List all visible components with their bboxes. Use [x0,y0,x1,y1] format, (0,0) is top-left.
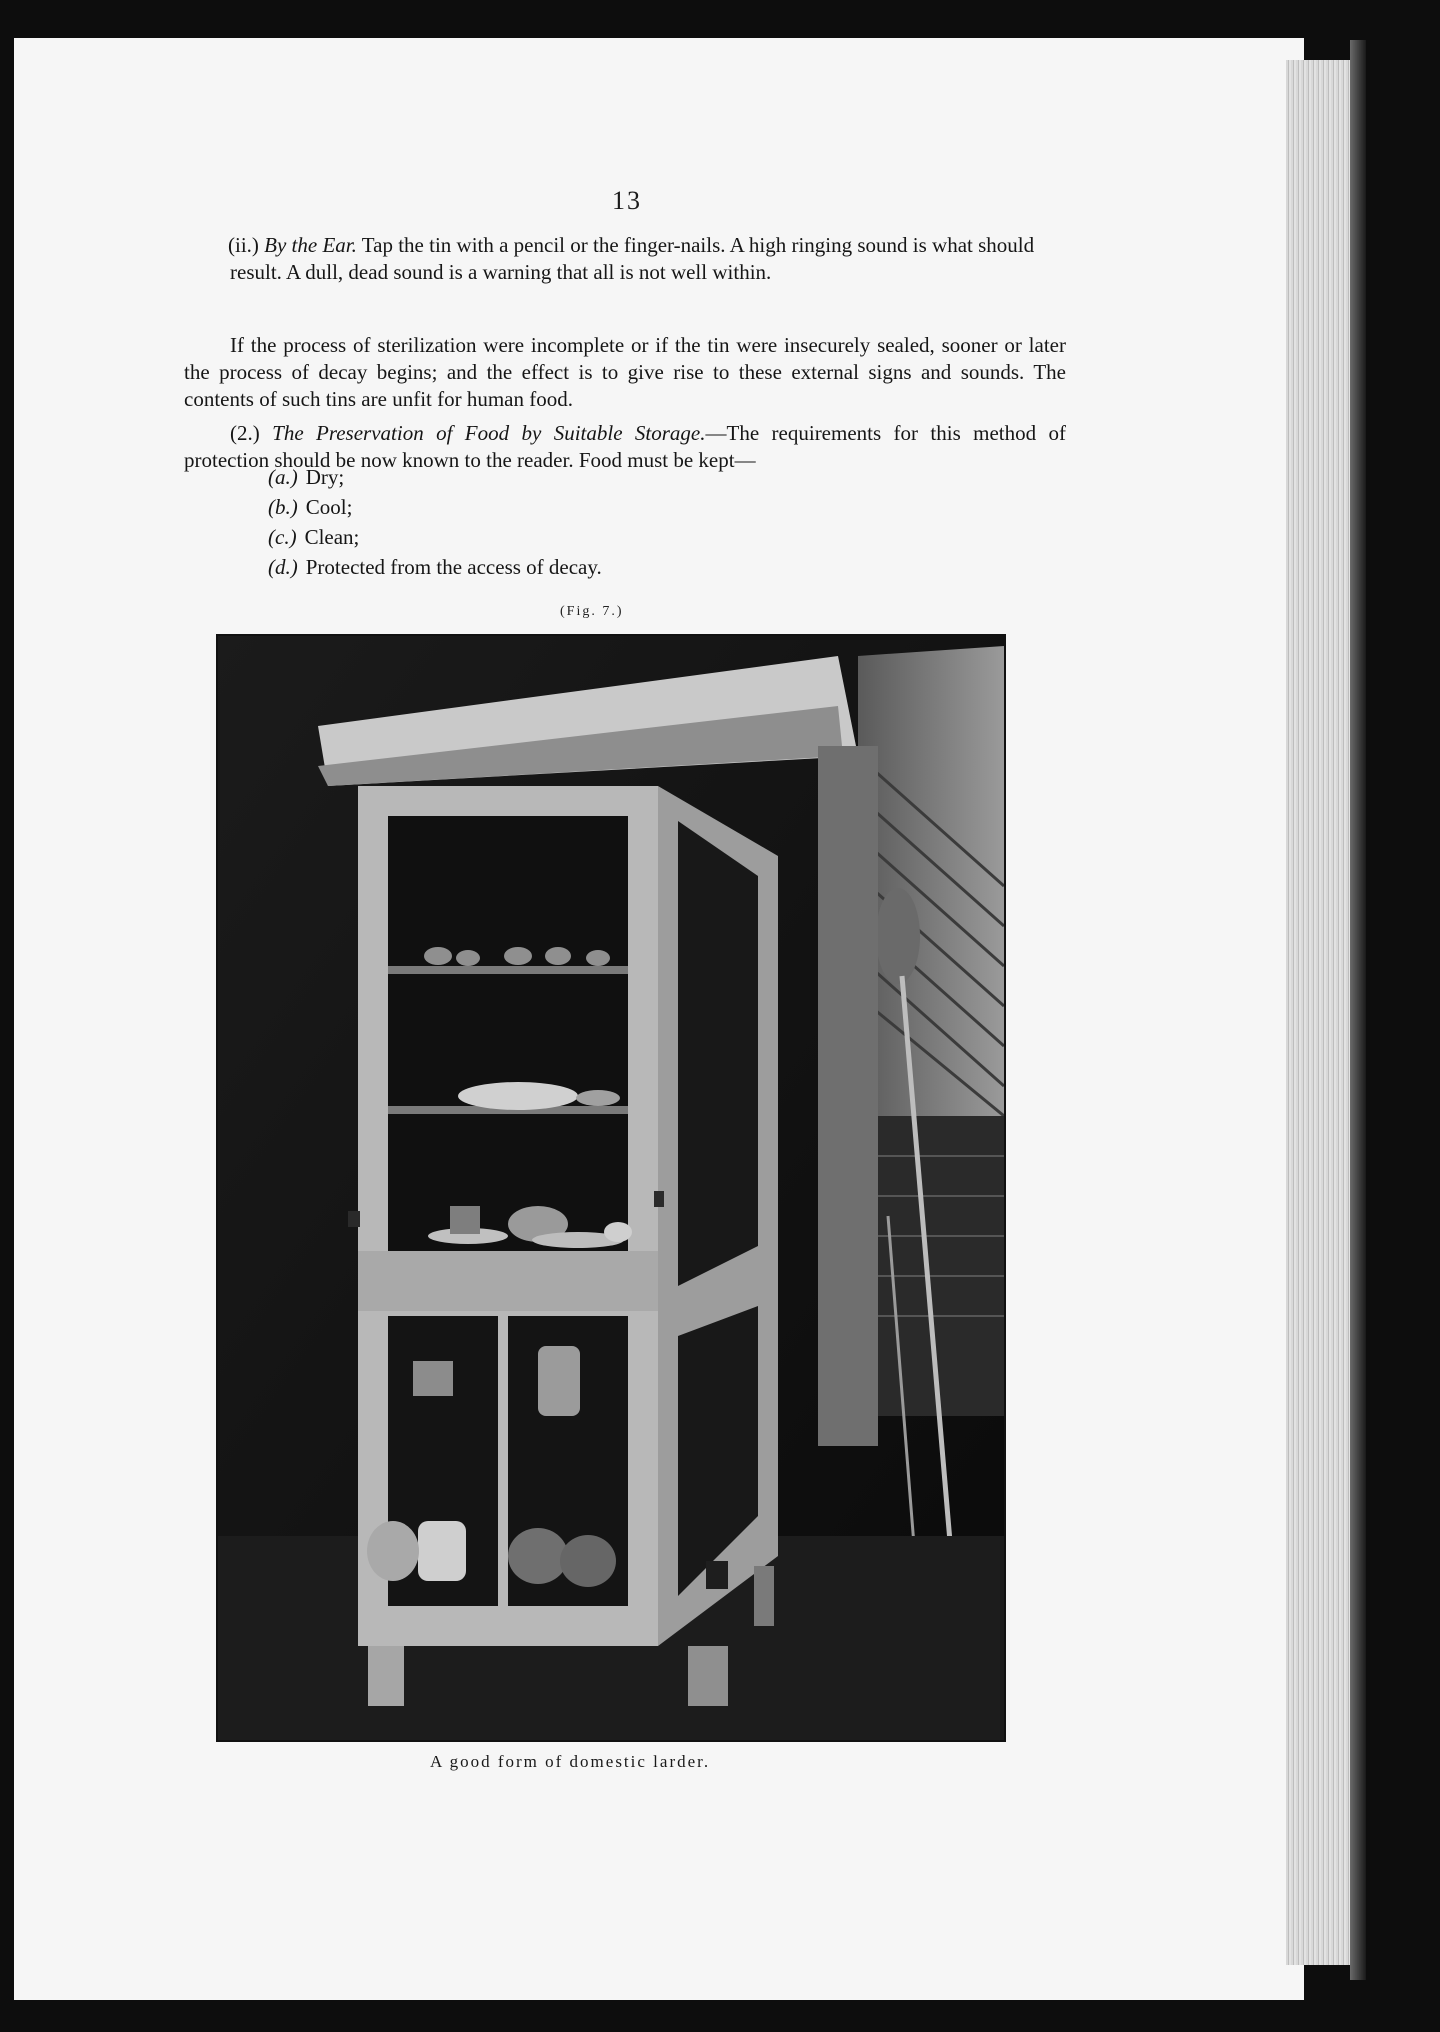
upper-screen-panel [388,816,628,1251]
paragraph-sterilization: If the process of sterilization were incomplete or if the tin were insecurely sealed, sooner or later the process of decay begins; and the effect is to give rise to these external signs and sounds. The contents of such tins are unfit for human food. [184,333,1066,411]
list-item-text: Cool; [305,495,353,519]
book-page-edges [1286,60,1350,1965]
item-label: (ii.) [228,233,259,257]
item-label: (2.) [230,421,260,445]
list-item-label: (c.) [268,525,297,549]
item-heading: By the Ear. [264,233,357,257]
list-item-text: Dry; [305,465,345,489]
jug [538,1346,580,1416]
larder-leg [688,1646,728,1706]
list-item-text: Clean; [304,525,360,549]
larder-illustration [218,636,1004,1740]
crock [418,1521,466,1581]
paragraph-text: —The requirements for this method of protection should be now known to the reader. Food must be kept— [184,421,1067,472]
figure-label: (Fig. 7.) [560,604,624,619]
larder-photograph [216,634,1006,1742]
middle-rail [358,1251,658,1311]
list-item [268,552,968,582]
requirements-list [268,462,968,582]
list-item [268,522,968,552]
list-item-label: (a.) [268,465,298,489]
support-post [818,746,878,1446]
item-heading: The Preservation of Food by Suitable Storage. [272,421,706,445]
book-spine-shadow [1350,40,1366,1980]
larder-leg [754,1566,774,1626]
list-item [268,462,968,492]
shelf [388,966,628,974]
larder-leg [368,1646,404,1706]
list-item-label: (b.) [268,495,298,519]
list-item-label: (d.) [268,555,298,579]
paragraph-text: Tap the tin with a pencil or the finger-nails. A high ringing sound is what should result. A dull, dead sound is a warning that all is not well within. [230,233,1035,284]
figure-caption: A good form of domestic larder. [430,1752,711,1771]
page-number: 13 [612,186,642,215]
paragraph-by-the-ear [230,232,1066,286]
list-item [268,492,968,522]
broom-head [876,888,920,984]
bowl [458,1082,578,1110]
list-item-text: Protected from the access of decay. [305,555,602,579]
